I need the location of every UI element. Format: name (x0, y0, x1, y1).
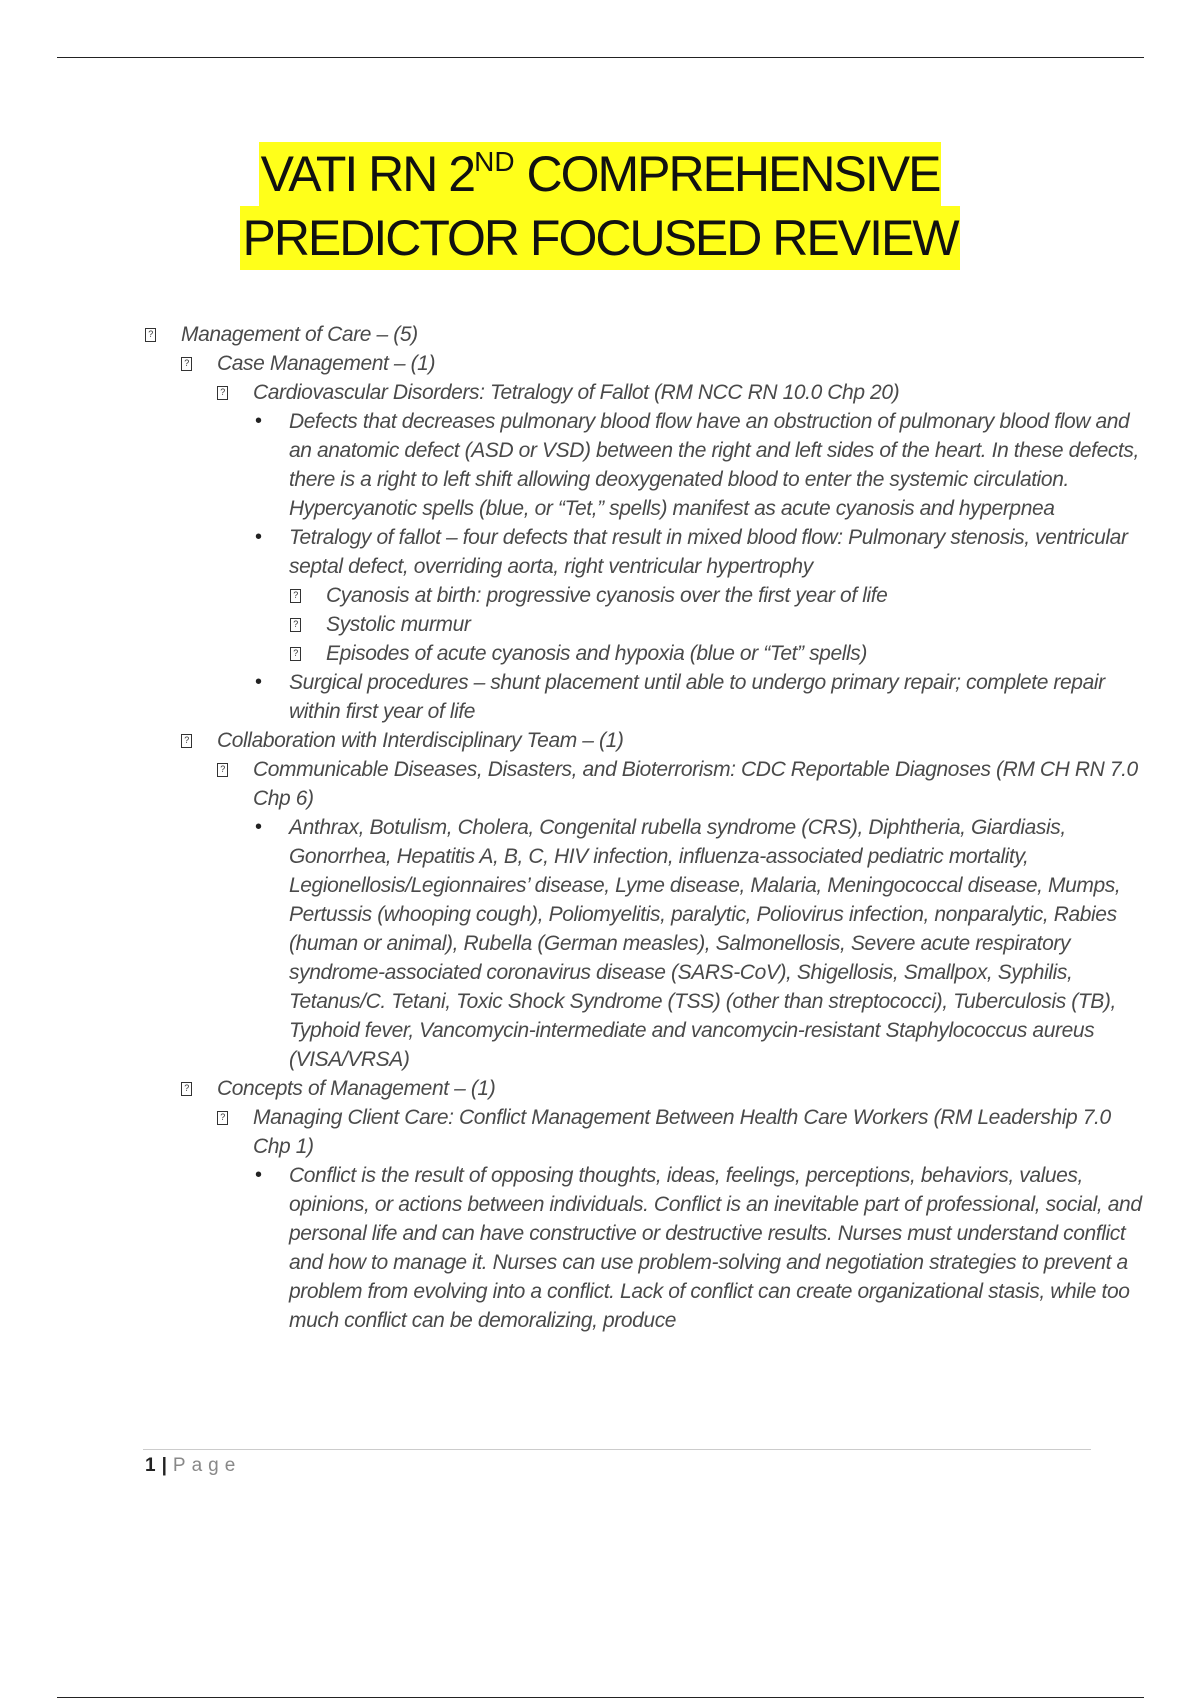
bullet-text: Surgical procedures – shunt placement until able to undergo primary repair; complete repair within first year of life (289, 671, 1105, 723)
bullet-text: Tetralogy of fallot – four defects that result in mixed blood flow: Pulmonary stenosis, ventricular septal defect, overriding aorta, right ventricular hypertrophy (289, 526, 1128, 578)
box-marker-icon: ? (290, 647, 301, 661)
section-heading: Case Management – (1) (217, 352, 436, 375)
box-marker-icon: ? (145, 328, 156, 342)
title-line-2: PREDICTOR FOCUSED REVIEW (240, 206, 959, 270)
outline-section-collaboration (143, 726, 1143, 755)
page-footer (145, 1455, 241, 1477)
section-heading: Collaboration with Interdisciplinary Team – (1) (217, 729, 624, 752)
outline-section-concepts-of-management (143, 1074, 1143, 1103)
footer-rule (143, 1449, 1091, 1450)
bullet-icon: • (255, 410, 262, 432)
bullet-text: Conflict is the result of opposing thoughts, ideas, feelings, perceptions, behaviors, values, opinions, or actions between individuals. Conflict is an inevitable part of professional, social, and personal life and can have constructive or destructive results. Nurses must understand conflict and how to manage it. Nurses can use problem-solving and negotiation strategies to prevent a problem from evolving into a conflict. Lack of conflict can create organizational stasis, while too much conflict can be demoralizing, produce (289, 1164, 1142, 1332)
bullet-item (143, 407, 1143, 523)
bullet-item (143, 813, 1143, 1074)
sub-item-text: Systolic murmur (326, 613, 471, 636)
outline-content (143, 320, 1143, 1335)
page-number: 1 (145, 1455, 156, 1476)
box-marker-icon: ? (181, 1082, 192, 1096)
sub-item-text: Episodes of acute cyanosis and hypoxia (blue or “Tet” spells) (326, 642, 867, 665)
top-rule (57, 57, 1144, 58)
title-line-1-prefix: VATI RN 2 (260, 146, 475, 202)
bullet-icon: • (255, 526, 262, 548)
sub-item-text: Cyanosis at birth: progressive cyanosis over the first year of life (326, 584, 888, 607)
heading-text: Management of Care – (5) (181, 323, 418, 346)
box-marker-icon: ? (290, 589, 301, 603)
title-line-1 (259, 142, 942, 206)
outline-section-case-management (143, 349, 1143, 378)
topic-text: Communicable Diseases, Disasters, and Bioterrorism: CDC Reportable Diagnoses (RM CH RN 7.0 Chp 6) (253, 758, 1138, 810)
section-heading: Concepts of Management – (1) (217, 1077, 496, 1100)
page-label: Page (172, 1455, 242, 1476)
topic-text: Managing Client Care: Conflict Management Between Health Care Workers (RM Leadership 7.0 Chp 1) (253, 1106, 1111, 1158)
sub-item (143, 581, 1143, 610)
outline-topic-tetralogy (143, 378, 1143, 407)
box-marker-icon: ? (290, 618, 301, 632)
title-line-1-suffix: COMPREHENSIVE (514, 146, 940, 202)
document-title (0, 142, 1200, 270)
box-marker-icon: ? (217, 763, 228, 777)
bullet-icon: • (255, 671, 262, 693)
outline-topic-communicable-diseases (143, 755, 1143, 813)
sub-item (143, 639, 1143, 668)
box-marker-icon: ? (181, 357, 192, 371)
box-marker-icon: ? (217, 1111, 228, 1125)
title-superscript: ND (474, 146, 515, 177)
bullet-item (143, 1161, 1143, 1335)
bullet-item (143, 523, 1143, 581)
outline-topic-conflict-management (143, 1103, 1143, 1161)
box-marker-icon: ? (181, 734, 192, 748)
sub-item (143, 610, 1143, 639)
footer-separator: | (161, 1455, 167, 1476)
outline-heading-management-of-care (143, 320, 1143, 349)
bullet-icon: • (255, 1164, 262, 1186)
bullet-text: Anthrax, Botulism, Cholera, Congenital rubella syndrome (CRS), Diphtheria, Giardiasis, Gonorrhea, Hepatitis A, B, C, HIV infection, influenza-associated pediatric mortality, Legionellosis/Legionnaires’ disease, Lyme disease, Malaria, Meningococcal disease, Mumps, Pertussis (whooping cough), Poliomyelitis, paralytic, Poliovirus infection, nonparalytic, Rabies (human or animal), Rubella (German measles), Salmonellosis, Severe acute respiratory syndrome-associated coronavirus disease (SARS-CoV), Shigellosis, Smallpox, Syphilis, Tetanus/C. Tetani, Toxic Shock Syndrome (TSS) (other than streptococci), Tuberculosis (TB), Typhoid fever, Vancomycin-intermediate and vancomycin-resistant Staphylococcus aureus (VISA/VRSA) (289, 816, 1121, 1071)
box-marker-icon: ? (217, 386, 228, 400)
bullet-text: Defects that decreases pulmonary blood flow have an obstruction of pulmonary blood flow and an anatomic defect (ASD or VSD) between the right and left sides of the heart. In these defects, there is a right to left shift allowing deoxygenated blood to enter the systemic circulation. Hypercyanotic spells (blue, or “Tet,” spells) manifest as acute cyanosis and hyperpnea (289, 410, 1139, 520)
bottom-rule (57, 1697, 1144, 1698)
bullet-icon: • (255, 816, 262, 838)
topic-text: Cardiovascular Disorders: Tetralogy of Fallot (RM NCC RN 10.0 Chp 20) (253, 381, 900, 404)
bullet-item (143, 668, 1143, 726)
